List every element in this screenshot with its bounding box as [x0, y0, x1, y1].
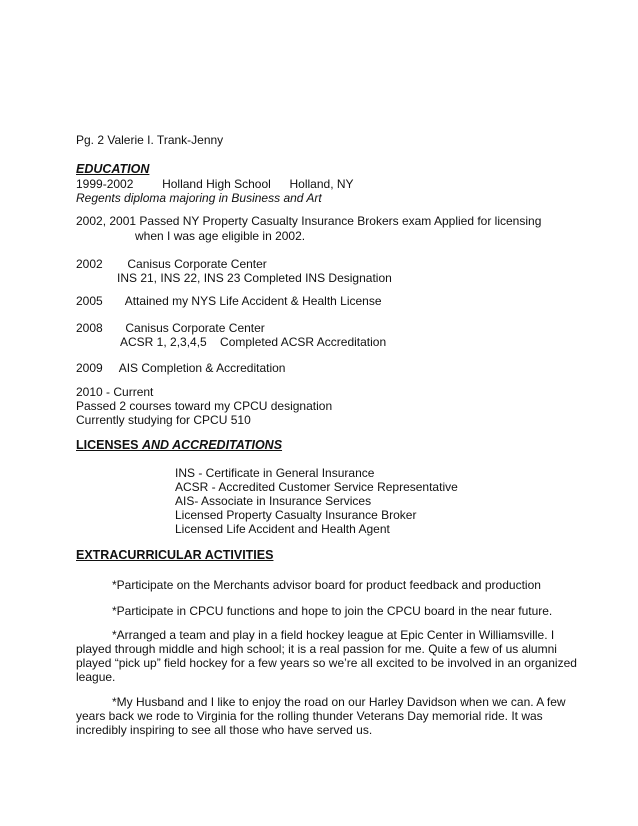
entry-2008-year: 2008: [76, 321, 103, 335]
licenses-heading-plain: LICENSES: [76, 438, 142, 452]
entry-2010-line3: Currently studying for CPCU 510: [76, 413, 251, 427]
education-school-line: [76, 177, 354, 192]
entry-2002-year: 2002: [76, 257, 103, 271]
licenses-heading-italic: AND ACCREDITATIONS: [142, 438, 283, 452]
education-diploma: Regents diploma majoring in Business and Art: [76, 191, 322, 205]
entry-2008-org: Canisus Corporate Center: [125, 321, 265, 335]
extracurricular-item3-line4: league.: [76, 670, 116, 684]
page-label: Pg. 2 Valerie I. Trank-Jenny: [76, 133, 224, 147]
extracurricular-item3-line2: played through middle and high school; it is a real passion for me. Quite a few of us alumni: [76, 642, 557, 656]
broker-exam-line2: when I was age eligible in 2002.: [135, 229, 306, 243]
entry-2010-line2: Passed 2 courses toward my CPCU designation: [76, 399, 333, 413]
school-years: 1999-2002: [76, 177, 134, 191]
extracurricular-item3-line3: played “pick up” field hockey for a few years so we’re all excited to be involved in an organized: [76, 656, 577, 670]
extracurricular-item4-line1: *My Husband and I like to enjoy the road on our Harley Davidson when we can. A few: [112, 695, 566, 709]
extracurricular-heading: EXTRACURRICULAR ACTIVITIES: [76, 548, 274, 562]
license-item: AIS- Associate in Insurance Services: [175, 494, 372, 508]
extracurricular-item4-line3: incredibly inspiring to see all those who have served us.: [76, 723, 373, 737]
entry-2002-detail: INS 21, INS 22, INS 23 Completed INS Designation: [117, 271, 392, 285]
extracurricular-item1: *Participate on the Merchants advisor board for product feedback and production: [112, 578, 541, 592]
entry-2009-text: AIS Completion & Accreditation: [118, 361, 286, 375]
entry-2005-text: Attained my NYS Life Accident & Health License: [124, 294, 382, 308]
licenses-heading: [76, 438, 282, 453]
school-name: Holland High School: [162, 177, 271, 191]
entry-2005-year: 2005: [76, 294, 103, 308]
school-location: Holland, NY: [289, 177, 354, 191]
extracurricular-item4-line2: years back we rode to Virginia for the rolling thunder Veterans Day memorial ride. It was: [76, 709, 543, 723]
license-item: Licensed Property Casualty Insurance Broker: [175, 508, 417, 522]
entry-2002-line1: [76, 257, 267, 272]
entry-2010-line1: 2010 - Current: [76, 385, 154, 399]
license-item: Licensed Life Accident and Health Agent: [175, 522, 390, 536]
extracurricular-item3-line1: *Arranged a team and play in a field hockey league at Epic Center in Williamsville. I: [112, 628, 555, 642]
extracurricular-item2: *Participate in CPCU functions and hope to join the CPCU board in the near future.: [112, 604, 553, 618]
entry-2002-org: Canisus Corporate Center: [127, 257, 267, 271]
entry-2008-line1: [76, 321, 265, 336]
entry-2009-year: 2009: [76, 361, 103, 375]
broker-exam-line1: 2002, 2001 Passed NY Property Casualty Insurance Brokers exam Applied for licensing: [76, 214, 542, 228]
education-heading: EDUCATION: [76, 162, 150, 176]
entry-2009-line: [76, 361, 285, 376]
license-item: ACSR - Accredited Customer Service Representative: [175, 480, 458, 494]
license-item: INS - Certificate in General Insurance: [175, 466, 375, 480]
entry-2005-line: [76, 294, 382, 309]
entry-2008-detail: ACSR 1, 2,3,4,5 Completed ACSR Accreditation: [120, 335, 387, 349]
